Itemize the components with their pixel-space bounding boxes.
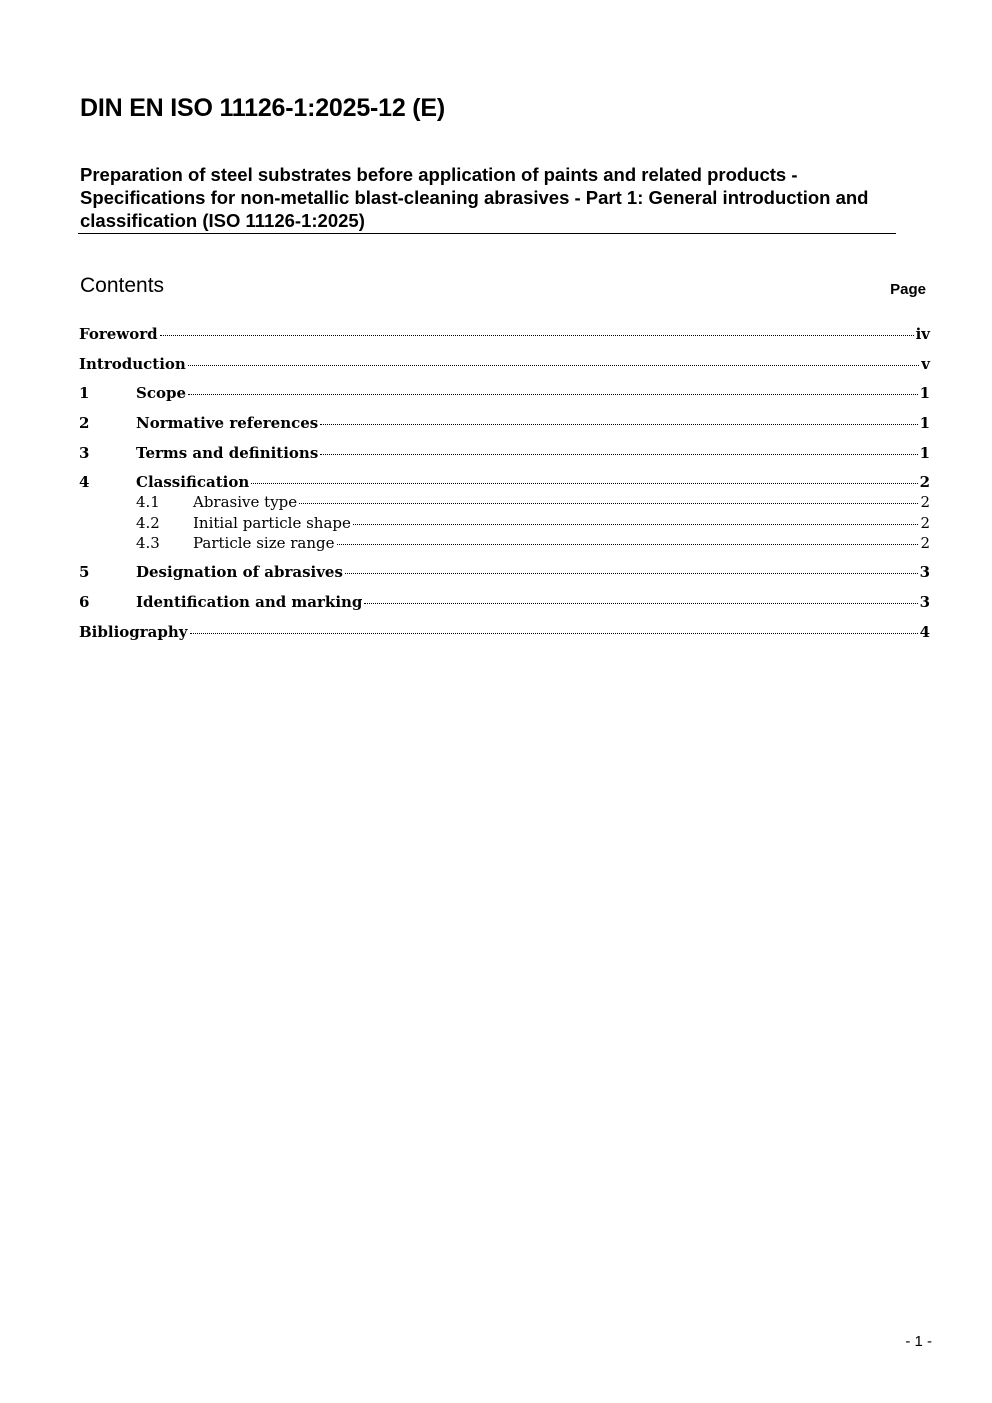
toc-entry-number: 6	[79, 593, 90, 611]
toc-entry-number: 4	[79, 473, 90, 491]
toc-entry-title: Terms and definitions	[136, 444, 319, 462]
toc-entry-initial-particle-shape[interactable]	[79, 513, 930, 533]
toc-leader-dots	[353, 524, 919, 525]
toc-entry-page: iv	[915, 325, 930, 343]
toc-entry-introduction[interactable]	[79, 354, 930, 374]
toc-leader-dots	[160, 335, 914, 336]
toc-entry-page: 1	[919, 384, 930, 402]
toc-entry-classification[interactable]	[79, 472, 930, 492]
toc-entry-page: 3	[919, 593, 930, 611]
toc-entry-title: Identification and marking	[136, 593, 363, 611]
toc-entry-page: 2	[920, 534, 930, 552]
document-id: DIN EN ISO 11126-1:2025-12 (E)	[80, 94, 446, 122]
toc-leader-dots	[320, 424, 917, 425]
toc-entry-title: Abrasive type	[193, 493, 298, 511]
toc-entry-title: Initial particle shape	[193, 514, 351, 532]
toc-entry-number: 2	[79, 414, 90, 432]
contents-heading: Contents	[80, 274, 165, 297]
toc-entry-page: 1	[919, 414, 930, 432]
toc-entry-particle-size-range[interactable]	[79, 533, 930, 553]
toc-entry-designation-of-abrasives[interactable]	[79, 562, 930, 582]
toc-entry-scope[interactable]	[79, 383, 930, 403]
toc-entry-title: Foreword	[79, 325, 158, 343]
toc-entry-number: 4.1	[136, 493, 160, 511]
toc-entry-number: 4.3	[136, 534, 160, 552]
toc-entry-bibliography[interactable]	[79, 622, 930, 642]
toc-entry-page: 4	[919, 623, 930, 641]
toc-leader-dots	[190, 633, 918, 634]
toc-entry-title: Particle size range	[193, 534, 335, 552]
table-of-contents	[79, 0, 930, 1403]
toc-entry-title: Normative references	[136, 414, 319, 432]
toc-entry-page: 3	[919, 563, 930, 581]
toc-entry-terms-and-definitions[interactable]	[79, 443, 930, 463]
document-title: Preparation of steel substrates before application of paints and related products - Specifications for non-metallic blast-cleaning abrasives - Part 1: General introduction and classification (ISO 11126-1:2025)	[80, 164, 869, 231]
toc-entry-page: 2	[920, 493, 930, 511]
toc-entry-number: 5	[79, 563, 90, 581]
toc-entry-title: Designation of abrasives	[136, 563, 343, 581]
toc-entry-page: v	[921, 355, 930, 373]
toc-leader-dots	[188, 365, 919, 366]
toc-entry-identification-and-marking[interactable]	[79, 592, 930, 612]
toc-entry-number: 4.2	[136, 514, 160, 532]
toc-entry-foreword[interactable]	[79, 324, 930, 344]
toc-leader-dots	[364, 603, 917, 604]
toc-leader-dots	[251, 483, 917, 484]
page-number: - 1 -	[905, 1333, 932, 1350]
toc-entry-title: Introduction	[79, 355, 186, 373]
toc-entry-page: 2	[919, 473, 930, 491]
toc-entry-number: 1	[79, 384, 90, 402]
toc-entry-normative-references[interactable]	[79, 413, 930, 433]
toc-entry-page: 1	[919, 444, 930, 462]
toc-leader-dots	[345, 573, 918, 574]
toc-entry-title: Classification	[136, 473, 250, 491]
toc-leader-dots	[320, 454, 917, 455]
page-column-label: Page	[890, 281, 926, 298]
toc-entry-abrasive-type[interactable]	[79, 492, 930, 512]
toc-leader-dots	[337, 544, 919, 545]
toc-leader-dots	[188, 394, 918, 395]
toc-entry-title: Scope	[136, 384, 187, 402]
toc-leader-dots	[299, 503, 918, 504]
toc-entry-page: 2	[920, 514, 930, 532]
toc-entry-number: 3	[79, 444, 90, 462]
toc-entry-title: Bibliography	[79, 623, 188, 641]
